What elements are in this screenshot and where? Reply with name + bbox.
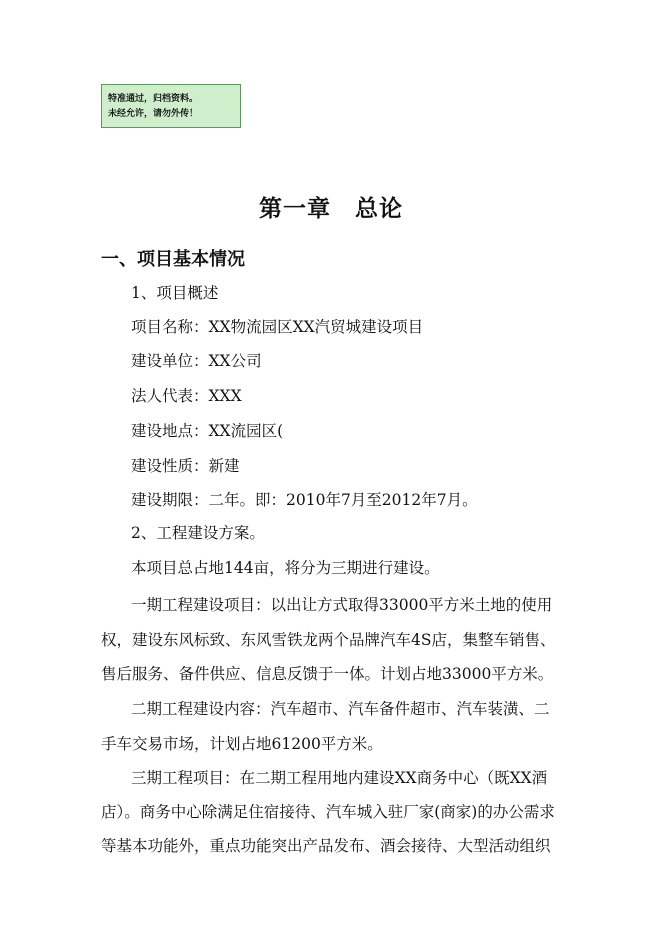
notice-line-2: 未经允许，请勿外传！: [108, 109, 199, 119]
construction-nature: 建设性质：新建: [131, 457, 240, 475]
phase3-line-2: 店）。商务中心除满足住宿接待、汽车城入驻厂家(商家)的办公需求: [101, 803, 555, 821]
phase3-line-3: 等基本功能外，重点功能突出产品发布、酒会接待、大型活动组织: [101, 837, 551, 855]
construction-period: 建设期限：二年。即：2010年7月至2012年7月。: [131, 491, 478, 509]
construction-location: 建设地点：XX流园区(: [131, 422, 284, 440]
phase1-line-2: 权，建设东风标致、东风雪铁龙两个品牌汽车4S店，集整车销售、: [101, 631, 556, 649]
construction-unit: 建设单位：XX公司: [131, 352, 262, 370]
approval-notice-box: [101, 84, 241, 128]
phase2-line-1: 二期工程建设内容：汽车超市、汽车备件超市、汽车装潢、二: [131, 700, 550, 718]
phase1-line-3: 售后服务、备件供应、信息反馈于一体。计划占地33000平方米。: [101, 665, 554, 683]
notice-line-1: 特准通过，归档资料。: [108, 94, 199, 104]
phase3-line-1: 三期工程项目：在二期工程用地内建设XX商务中心（既XX酒: [131, 769, 548, 787]
chapter-title: 第一章 总论: [259, 195, 403, 222]
legal-representative: 法人代表：XXX: [131, 387, 242, 405]
project-name: 项目名称：XX物流园区XX汽贸城建设项目: [131, 318, 424, 336]
phase1-line-1: 一期工程建设项目：以出让方式取得33000平方米土地的使用: [131, 596, 553, 614]
phase2-line-2: 手车交易市场，计划占地61200平方米。: [101, 735, 383, 753]
overview-heading: 1、项目概述: [131, 284, 219, 302]
section-heading: 一、项目基本情况: [101, 249, 245, 270]
plan-intro: 本项目总占地144亩，将分为三期进行建设。: [131, 559, 440, 577]
plan-heading: 2、工程建设方案。: [131, 524, 265, 542]
